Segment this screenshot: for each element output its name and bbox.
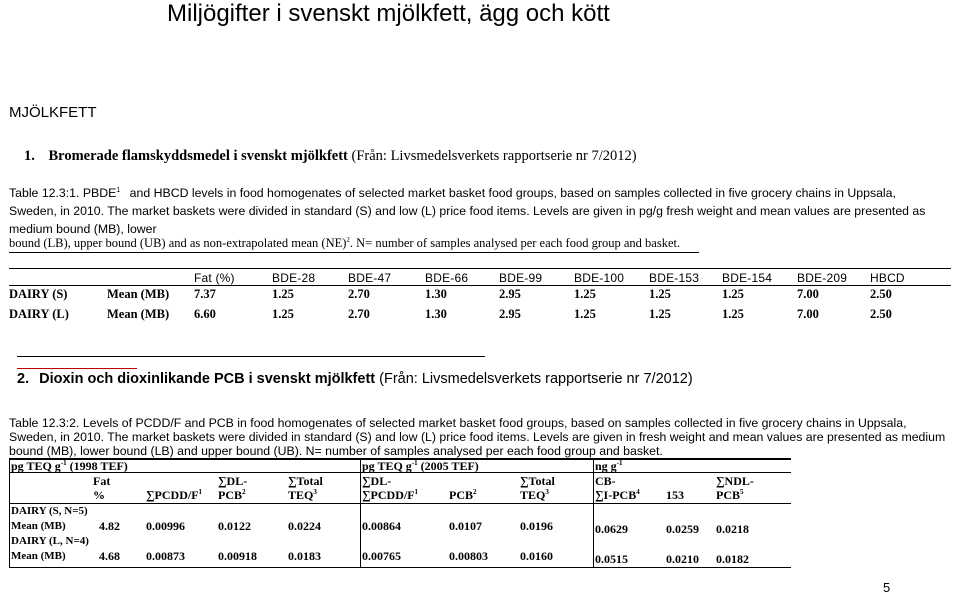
- col-header-teq-2005: [520, 488, 549, 503]
- group-header-text: ng g: [595, 459, 617, 473]
- col-header-text: PCB: [449, 488, 473, 502]
- cell: 4.82: [99, 519, 120, 533]
- table2-label: Table 12.3:2.: [9, 416, 80, 430]
- sup: 1: [414, 488, 419, 496]
- group-header-text: pg TEQ g: [362, 459, 412, 473]
- col-header-pcddf-2005: [362, 488, 418, 503]
- cell: 1.25: [574, 287, 596, 301]
- cell: 7.00: [797, 307, 819, 321]
- table1-header-bde209: BDE-209: [797, 271, 848, 285]
- cell: 4.68: [99, 549, 120, 563]
- cell: 1.25: [574, 307, 596, 321]
- cell: 0.0196: [520, 519, 553, 533]
- col-header-cb: CB-: [595, 474, 616, 488]
- group-header-ng: [595, 459, 623, 474]
- col-header-fat: Fat: [93, 474, 111, 488]
- heading-source: (Från: Livsmedelsverkets rapportserie nr 7/2012): [379, 371, 693, 387]
- sup: 3: [545, 488, 549, 496]
- cell: 0.0224: [288, 519, 321, 533]
- cell: 0.00803: [449, 549, 488, 563]
- row-group: DAIRY (S, N=5): [11, 505, 88, 517]
- cell: 0.0182: [716, 552, 749, 566]
- caption-text: PBDE: [82, 186, 117, 200]
- sup: 5: [740, 488, 744, 496]
- row-group: DAIRY (S): [9, 287, 68, 301]
- cell: 0.0122: [218, 519, 251, 533]
- col-header-fat-unit: %: [93, 488, 105, 502]
- table2-left-border: [9, 458, 10, 568]
- col-header-pcb-2005: [449, 488, 477, 503]
- cell: 0.0218: [716, 522, 749, 536]
- sup: 2: [473, 488, 477, 496]
- table1-header-bde28: BDE-28: [272, 271, 316, 285]
- table2-header-rule: [9, 503, 791, 504]
- table1-header-bde100: BDE-100: [574, 271, 625, 285]
- cell: 1.25: [722, 287, 744, 301]
- col-header-text: ∑I-PCB: [595, 488, 637, 502]
- group-header-suffix: (1998 TEF): [69, 459, 128, 473]
- table1-caption-line3: medium bound (MB), lower: [9, 222, 157, 236]
- col-header-total-2005: ∑Total: [520, 474, 555, 488]
- table1-header-bde47: BDE-47: [348, 271, 392, 285]
- cell: 1.30: [425, 287, 447, 301]
- cell: 1.25: [649, 287, 671, 301]
- sup: -1: [411, 459, 418, 467]
- heading-text: Dioxin och dioxinlikande PCB i svenskt mjölkfett: [39, 371, 376, 387]
- heading-number: 1.: [24, 148, 35, 164]
- heading-number: 2.: [17, 371, 30, 387]
- col-header-dlpcb-1998-2: [218, 488, 246, 503]
- group-header-text: pg TEQ g: [11, 459, 61, 473]
- table1-caption-line4: [9, 234, 680, 252]
- sup: -1: [60, 459, 67, 467]
- cell: 2.50: [870, 307, 892, 321]
- heading-source: (Från: Livsmedelsverkets rapportserie nr 7/2012): [351, 148, 637, 164]
- col-header-text: ∑PCDD/F: [362, 488, 415, 502]
- col-header-pcddf-1998: [146, 488, 202, 503]
- table2-caption-line3: bound (MB), lower bound (LB) and upper bound (UB). N= number of samples analysed per each food group and basket.: [9, 444, 663, 458]
- cell: 1.30: [425, 307, 447, 321]
- table1-header-fat: Fat (%): [194, 271, 235, 285]
- cell: 0.00996: [146, 519, 185, 533]
- caption-text: and HBCD levels in food homogenates of selected market basket food groups, based on samples collected in five grocery chains in Uppsala,: [129, 186, 896, 200]
- sup: -1: [616, 459, 623, 467]
- cell: 0.00873: [146, 549, 185, 563]
- footnote-sup: 1: [116, 186, 121, 194]
- caption-text: bound (LB), upper bound (UB) and as non-extrapolated mean (NE): [9, 236, 347, 250]
- sup: 2: [242, 488, 246, 496]
- col-header-text: PCB: [218, 488, 242, 502]
- page-title: Miljögifter i svenskt mjölkfett, ägg och kött: [167, 0, 610, 27]
- col-header-pcb153: 153: [666, 488, 684, 502]
- page-number: 5: [883, 580, 891, 595]
- heading-brominated-flame-retardants: [24, 148, 637, 165]
- cell: 1.25: [272, 307, 294, 321]
- cell: 0.0160: [520, 549, 553, 563]
- col-header-total-1998: ∑Total: [288, 474, 323, 488]
- cell: 0.0259: [666, 522, 699, 536]
- section-heading: MJÖLKFETT: [9, 104, 97, 121]
- table1-header-bde154: BDE-154: [722, 271, 773, 285]
- cell: 0.0515: [595, 552, 628, 566]
- footnote-sup: 2: [346, 235, 350, 244]
- cell: 0.00864: [362, 519, 401, 533]
- col-header-teq-1998: [288, 488, 317, 503]
- sup: 1: [198, 488, 203, 496]
- cell: 2.70: [348, 307, 370, 321]
- heading-text: Bromerade flamskyddsmedel i svenskt mjölkfett: [48, 148, 348, 164]
- group-header-suffix: (2005 TEF): [420, 459, 479, 473]
- table2-divider-1: [360, 458, 361, 568]
- table1-top-rule: [9, 268, 951, 269]
- cell: 2.70: [348, 287, 370, 301]
- cell: 0.00765: [362, 549, 401, 563]
- col-header-text: PCB: [716, 488, 740, 502]
- caption-text: . N= number of samples analysed per each food group and basket.: [349, 236, 681, 250]
- cell: 7.00: [797, 287, 819, 301]
- cell: 1.25: [722, 307, 744, 321]
- table1-header-bde99: BDE-99: [499, 271, 543, 285]
- cell: 7.37: [194, 287, 216, 301]
- col-header-ndl-pcb: [716, 488, 744, 503]
- row-measure: Mean (MB): [11, 550, 66, 562]
- table1-header-bde153: BDE-153: [649, 271, 700, 285]
- cell: 0.0210: [666, 552, 699, 566]
- sup: 3: [313, 488, 317, 496]
- table1-caption-line1: [9, 184, 896, 202]
- group-header-2005: [362, 459, 479, 474]
- sup: 4: [636, 488, 640, 496]
- cell: 0.0629: [595, 522, 628, 536]
- cell: 2.50: [870, 287, 892, 301]
- row-group: DAIRY (L): [9, 307, 69, 321]
- cell: 0.00918: [218, 549, 257, 563]
- cell: 6.60: [194, 307, 216, 321]
- col-header-ndl: ∑NDL-: [716, 474, 754, 488]
- table1-header-hbcd: HBCD: [870, 271, 905, 285]
- cell: 2.95: [499, 307, 521, 321]
- table1-header-bde66: BDE-66: [425, 271, 469, 285]
- col-header-ipcb: [595, 488, 640, 503]
- cell: 0.0183: [288, 549, 321, 563]
- heading-dioxin-pcb: [17, 371, 693, 387]
- table2-divider-2: [593, 458, 594, 568]
- table1-label: Table 12.3:1.: [9, 186, 80, 200]
- table1-header-rule: [9, 285, 951, 286]
- group-header-1998: [11, 459, 128, 474]
- col-header-text: ∑PCDD/F: [146, 488, 199, 502]
- cell: 1.25: [272, 287, 294, 301]
- row-measure: Mean (MB): [11, 520, 66, 532]
- col-header-dl-2005: ∑DL-: [362, 474, 392, 488]
- caption-text: Levels of PCDD/F and PCB in food homogenates of selected market basket food groups, based on samples collected in five grocery chains in Uppsala,: [82, 416, 907, 430]
- cell: 2.95: [499, 287, 521, 301]
- row-measure: Mean (MB): [107, 287, 170, 301]
- col-header-dlpcb-1998: ∑DL-: [218, 474, 248, 488]
- separator-red-rule: [17, 368, 137, 369]
- col-header-text: TEQ: [288, 488, 314, 502]
- separator-rule: [17, 356, 485, 357]
- table2-caption-line2: Sweden, in 2010. The market baskets were divided in standard (S) and low (L) price food items. Levels are given in fresh weight and mean values are presented as medium: [9, 430, 946, 444]
- cell: 1.25: [649, 307, 671, 321]
- col-header-text: TEQ: [520, 488, 546, 502]
- caption-underline: [9, 252, 699, 253]
- cell: 0.0107: [449, 519, 482, 533]
- row-measure: Mean (MB): [107, 307, 170, 321]
- table1-caption-line2: Sweden, in 2010. The market baskets were divided in standard (S) and low (L) price food items. Levels are given in pg/g fresh weight and mean values are presented as: [9, 204, 926, 218]
- row-group: DAIRY (L, N=4): [11, 535, 89, 547]
- table2-bottom-border: [9, 567, 791, 568]
